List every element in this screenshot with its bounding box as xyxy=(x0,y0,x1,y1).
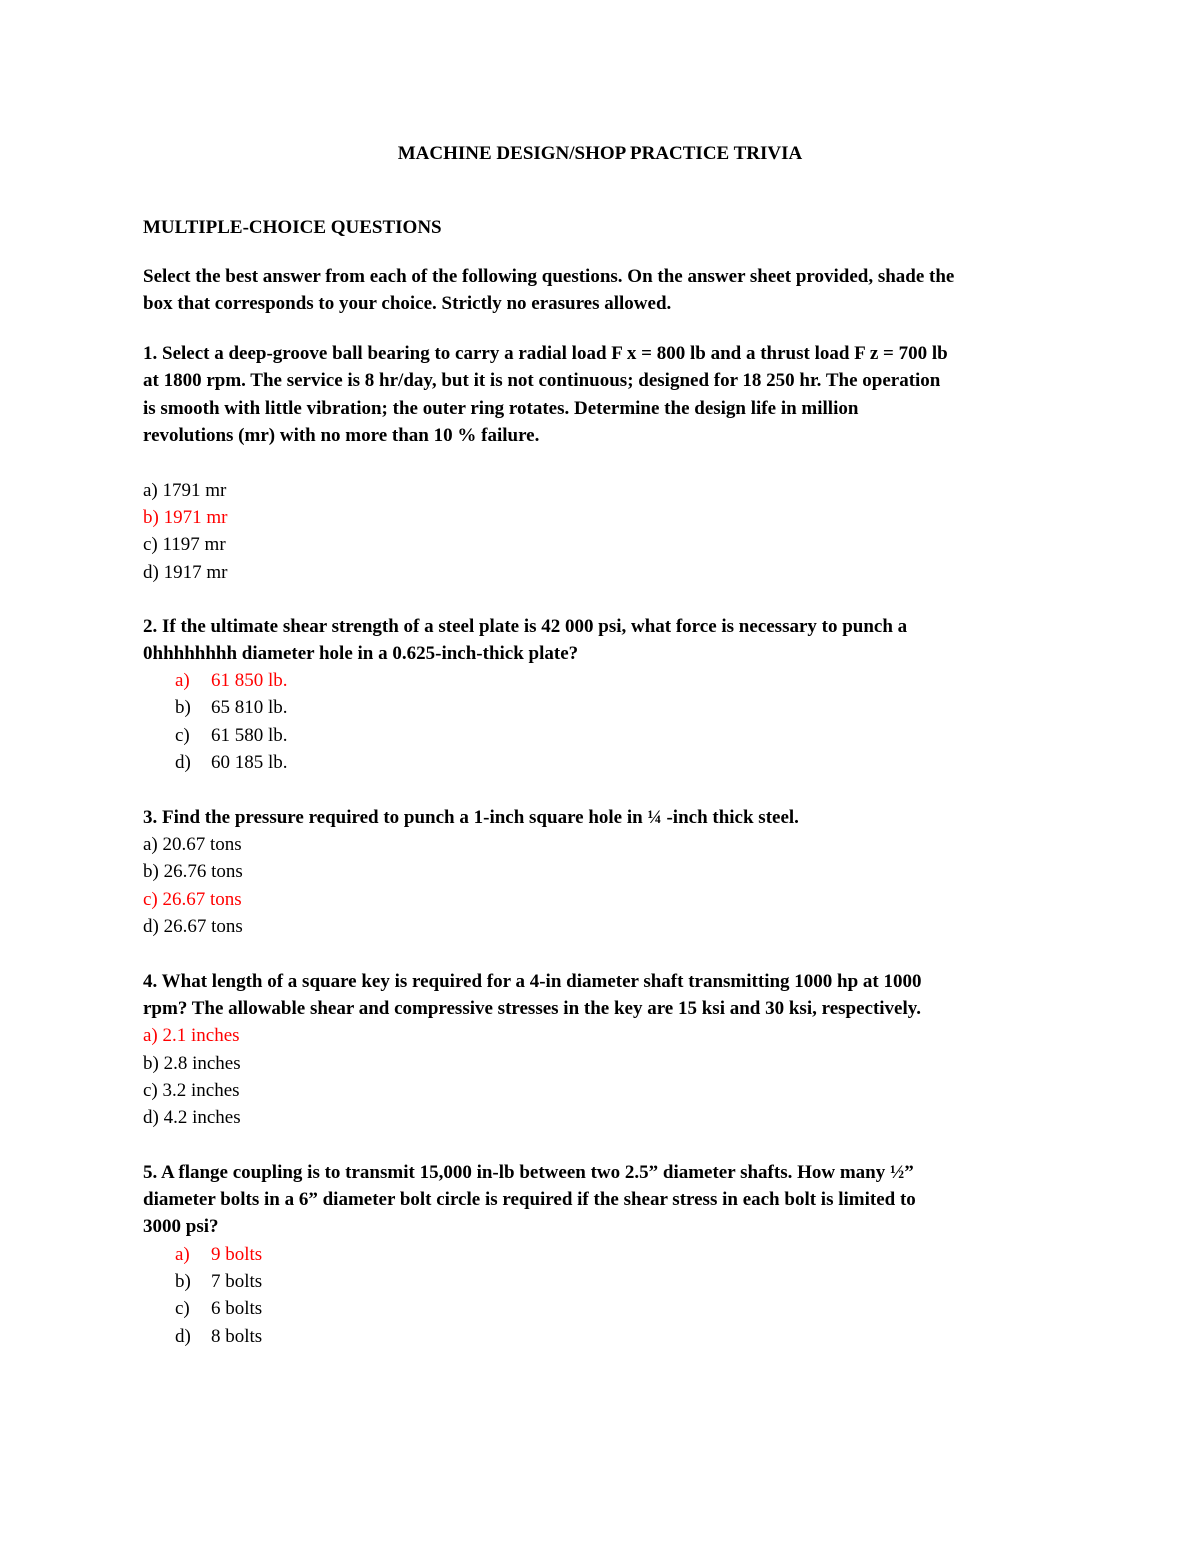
question-1-text-line-2: at 1800 rpm. The service is 8 hr/day, but it is not continuous; designed for 18 250 hr. The operation xyxy=(143,370,941,391)
option-letter: d) xyxy=(143,1107,159,1128)
question-3-option-d xyxy=(143,913,243,940)
question-2-option-b-text: 65 810 lb. xyxy=(211,697,288,718)
question-5-text-line-3: 3000 psi? xyxy=(143,1216,219,1237)
question-5-option-d-letter: d) xyxy=(175,1326,191,1347)
question-1-option-d xyxy=(143,559,227,586)
question-3-text-line-1: 3. Find the pressure required to punch a 1-inch square hole in ¼ -inch thick steel. xyxy=(143,807,799,828)
question-4-text-line-2: rpm? The allowable shear and compressive stresses in the key are 15 ksi and 30 ksi, respectively. xyxy=(143,998,921,1019)
question-5-option-b-letter: b) xyxy=(175,1271,191,1292)
option-text: 26.76 tons xyxy=(163,861,243,882)
question-5-text-line-2: diameter bolts in a 6” diameter bolt circle is required if the shear stress in each bolt is limited to xyxy=(143,1189,916,1210)
question-5-option-c-letter: c) xyxy=(175,1298,190,1319)
question-2-text-line-2: 0hhhhhhhh diameter hole in a 0.625-inch-thick plate? xyxy=(143,643,579,664)
option-letter: d) xyxy=(143,916,159,937)
question-4-option-a-correct xyxy=(143,1022,240,1049)
question-2-option-b-letter: b) xyxy=(175,697,191,718)
question-4-text-line-1: 4. What length of a square key is required for a 4-in diameter shaft transmitting 1000 hp at 1000 xyxy=(143,971,922,992)
instructions-line-1: Select the best answer from each of the following questions. On the answer sheet provided, shade the xyxy=(143,266,955,287)
option-letter: c) xyxy=(143,889,158,910)
option-letter: b) xyxy=(143,861,159,882)
question-5-option-a-text-correct: 9 bolts xyxy=(211,1244,263,1265)
option-text: 4.2 inches xyxy=(163,1107,241,1128)
option-text: 2.1 inches xyxy=(162,1025,240,1046)
option-text: 1971 mr xyxy=(163,507,228,528)
option-text: 2.8 inches xyxy=(163,1053,241,1074)
question-2-option-d-text: 60 185 lb. xyxy=(211,752,288,773)
option-letter: a) xyxy=(143,1025,158,1046)
option-letter: a) xyxy=(143,480,158,501)
question-2-option-a-letter: a) xyxy=(175,670,190,691)
question-3-option-c-correct xyxy=(143,886,242,913)
question-4-option-d xyxy=(143,1104,241,1131)
question-5-option-d-text: 8 bolts xyxy=(211,1326,263,1347)
question-1-text-line-1: 1. Select a deep-groove ball bearing to carry a radial load F x = 800 lb and a thrust load F z = 700 lb xyxy=(143,343,948,364)
question-4-option-c xyxy=(143,1077,240,1104)
option-letter: a) xyxy=(143,834,158,855)
option-letter: c) xyxy=(143,1080,158,1101)
option-letter: b) xyxy=(143,507,159,528)
question-2-option-c-text: 61 580 lb. xyxy=(211,725,288,746)
option-letter: b) xyxy=(143,1053,159,1074)
section-heading: MULTIPLE-CHOICE QUESTIONS xyxy=(143,217,442,238)
question-1-option-b-correct xyxy=(143,504,227,531)
option-text: 3.2 inches xyxy=(162,1080,240,1101)
instructions-line-2: box that corresponds to your choice. Strictly no erasures allowed. xyxy=(143,293,672,314)
question-1-text-line-4: revolutions (mr) with no more than 10 % failure. xyxy=(143,425,540,446)
option-letter: d) xyxy=(143,562,159,583)
option-letter: c) xyxy=(143,534,158,555)
question-2-option-c-letter: c) xyxy=(175,725,190,746)
option-text: 1197 mr xyxy=(162,534,226,555)
question-5-option-a-letter: a) xyxy=(175,1244,190,1265)
question-1-option-c xyxy=(143,531,226,558)
document-title: MACHINE DESIGN/SHOP PRACTICE TRIVIA xyxy=(397,143,803,164)
question-3-option-a xyxy=(143,831,242,858)
option-text: 1917 mr xyxy=(163,562,228,583)
question-5-text-line-1: 5. A flange coupling is to transmit 15,000 in-lb between two 2.5” diameter shafts. How many ½” xyxy=(143,1162,914,1183)
question-1-text-line-3: is smooth with little vibration; the outer ring rotates. Determine the design life in million xyxy=(143,398,859,419)
question-2-text-line-1: 2. If the ultimate shear strength of a steel plate is 42 000 psi, what force is necessary to punch a xyxy=(143,616,908,637)
question-2-option-d-letter: d) xyxy=(175,752,191,773)
option-text: 26.67 tons xyxy=(163,916,243,937)
question-2-option-a-text-correct: 61 850 lb. xyxy=(211,670,288,691)
question-1-option-a xyxy=(143,477,226,504)
question-5-option-c-text: 6 bolts xyxy=(211,1298,263,1319)
option-text: 1791 mr xyxy=(162,480,227,501)
question-3-option-b xyxy=(143,858,243,885)
option-text: 26.67 tons xyxy=(162,889,242,910)
question-4-option-b xyxy=(143,1050,241,1077)
question-5-option-b-text: 7 bolts xyxy=(211,1271,263,1292)
option-text: 20.67 tons xyxy=(162,834,242,855)
